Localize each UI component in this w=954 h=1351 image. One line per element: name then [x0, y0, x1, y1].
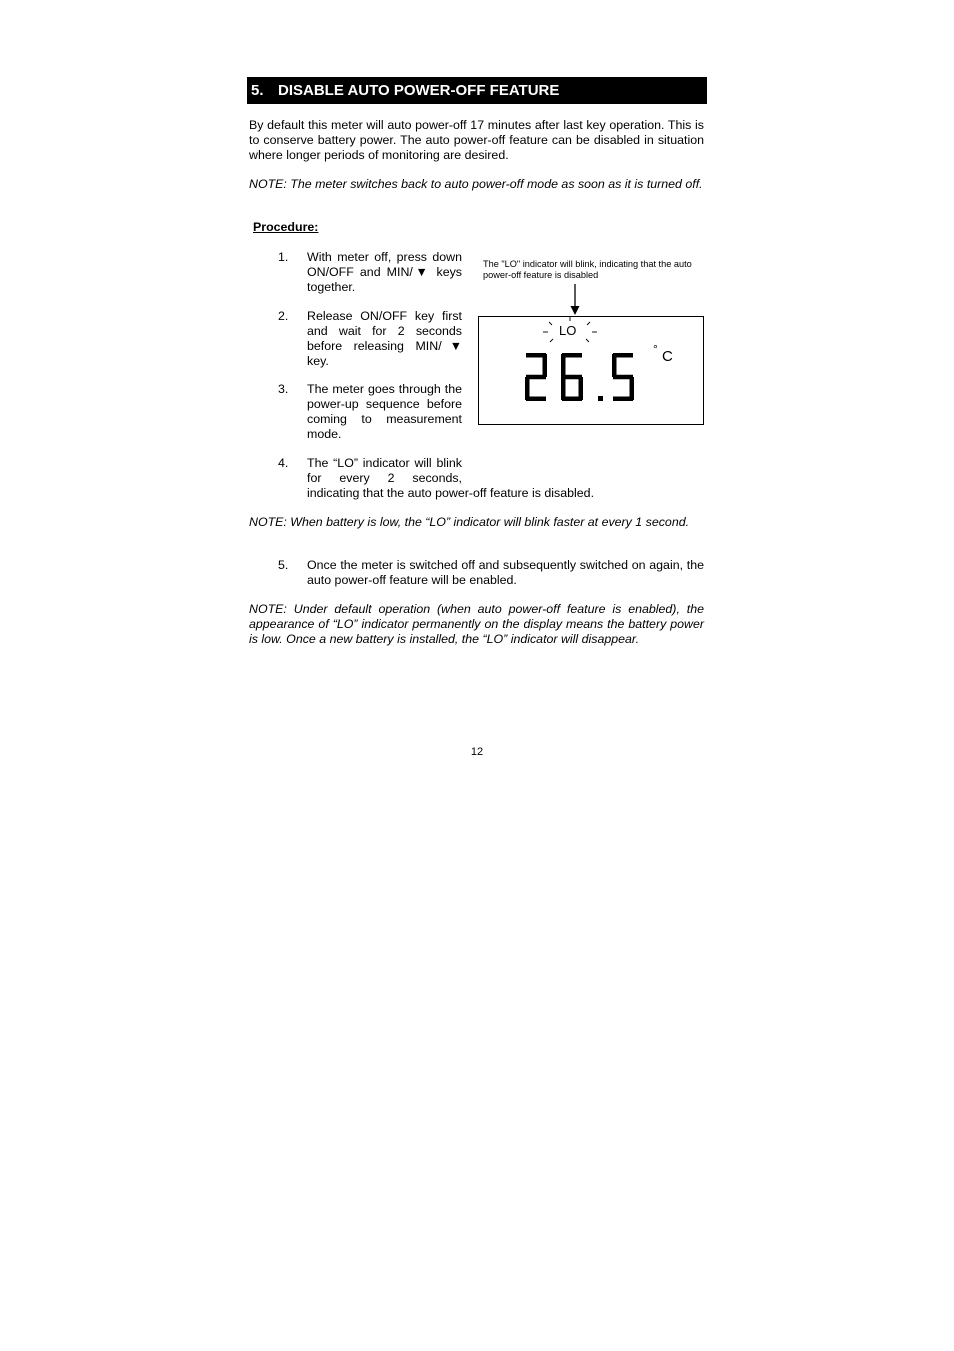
step-text: Release ON/OFF key first and wait for 2 seconds before releasing MIN/▼ key. — [307, 309, 462, 368]
lcd-segment — [613, 397, 633, 402]
step-text-line: indicating that the auto power-off feature is disabled. — [307, 486, 595, 500]
section-title: DISABLE AUTO POWER-OFF FEATURE — [278, 82, 560, 99]
page-number: 12 — [470, 746, 484, 758]
lcd-segment — [579, 377, 584, 400]
arrow-down-icon — [569, 284, 581, 316]
step-text: The meter goes through the power-up sequence before coming to measurement mode. — [307, 382, 462, 441]
lcd-segment — [526, 397, 546, 402]
intro-paragraph: By default this meter will auto power-off 17 minutes after last key operation. This is to conserve battery power. The auto power-off feature can be disabled in situation where longer periods of monitoring are desired. — [249, 118, 704, 162]
note-auto-power-off: NOTE: The meter switches back to auto power-off mode as soon as it is turned off. — [249, 177, 703, 191]
step-number: 2. — [278, 309, 289, 323]
lcd-display — [478, 316, 704, 425]
lcd-segment — [612, 354, 617, 377]
step-number: 4. — [278, 456, 289, 470]
step-number: 3. — [278, 382, 289, 396]
degree-symbol: ° — [653, 342, 658, 356]
lcd-decimal-point — [598, 396, 603, 401]
lo-indicator: LO — [559, 323, 577, 338]
section-number: 5. — [251, 82, 264, 99]
section-heading — [247, 77, 707, 104]
step-text: Once the meter is switched off and subsequently switched on again, the auto power-off feature will be enabled. — [307, 558, 704, 587]
note-low-battery: NOTE: When battery is low, the “LO” indicator will blink faster at every 1 second. — [249, 515, 690, 529]
lcd-segment — [543, 354, 548, 377]
seven-segment-reading — [479, 317, 705, 426]
lcd-segment — [561, 354, 566, 377]
step-text-line: The “LO” indicator will blink — [307, 456, 462, 470]
step-text-line: for every 2 seconds, — [307, 471, 462, 485]
figure-caption: The "LO" indicator will blink, indicating that the auto power-off feature is disabled — [483, 259, 692, 280]
step-number: 1. — [278, 250, 289, 264]
procedure-label: Procedure: — [253, 220, 319, 234]
step-number: 5. — [278, 558, 289, 572]
temperature-unit: C — [662, 348, 673, 365]
note-default-operation: NOTE: Under default operation (when auto power-off feature is enabled), the appearance of “LO” indicator permanently on the display means the battery power is low. Once a new battery is installed, the “LO” indicator will disappear. — [249, 602, 704, 646]
step-text: With meter off, press down ON/OFF and MIN/▼ keys together. — [307, 250, 462, 294]
